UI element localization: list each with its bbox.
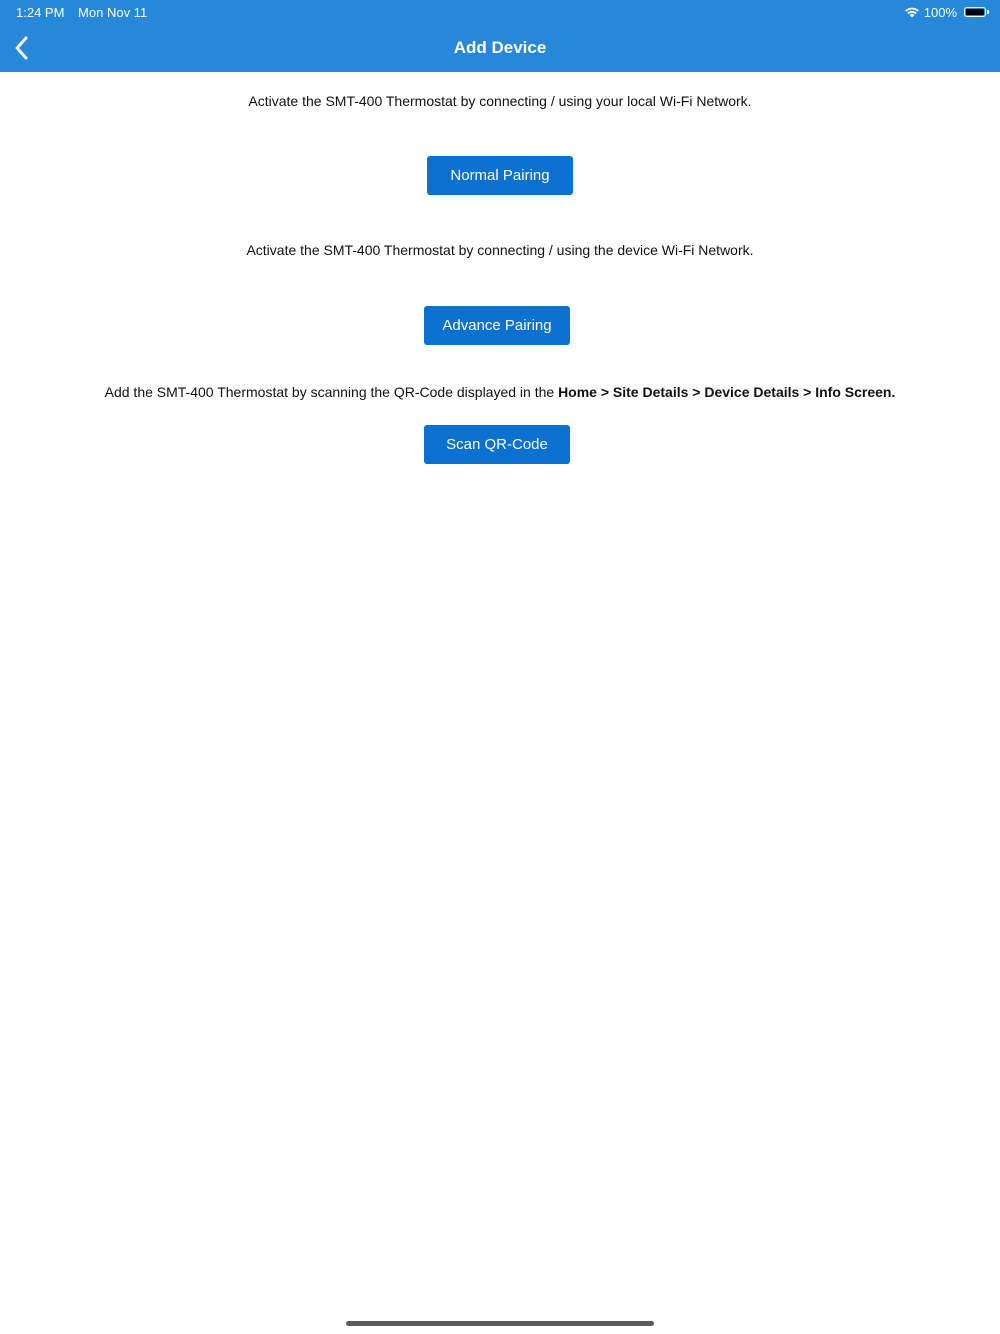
status-time: 1:24 PM <box>16 5 65 20</box>
normal-pairing-description: Activate the SMT-400 Thermostat by connecting / using your local Wi-Fi Network. <box>248 93 752 109</box>
home-indicator[interactable] <box>346 1321 654 1326</box>
normal-pairing-button[interactable]: Normal Pairing <box>427 156 573 195</box>
status-bar-right <box>904 4 986 20</box>
qr-description-text: Add the SMT-400 Thermostat by scanning the QR-Code displayed in the <box>104 384 559 400</box>
battery-percent: 100% <box>923 4 957 20</box>
qr-description-path: Home > Site Details > Device Details > Info Screen. <box>558 384 896 400</box>
battery-icon <box>964 7 986 17</box>
scan-qr-code-button[interactable]: Scan QR-Code <box>424 425 570 464</box>
qr-code-description <box>0 384 1000 400</box>
status-date: Mon Nov 11 <box>78 5 148 20</box>
advance-pairing-button[interactable]: Advance Pairing <box>424 306 570 345</box>
advance-pairing-description: Activate the SMT-400 Thermostat by connecting / using the device Wi-Fi Network. <box>246 242 754 258</box>
navigation-bar <box>0 0 1000 72</box>
status-bar-left <box>16 5 147 20</box>
wifi-icon <box>904 6 920 18</box>
page-title: Add Device <box>453 38 547 57</box>
